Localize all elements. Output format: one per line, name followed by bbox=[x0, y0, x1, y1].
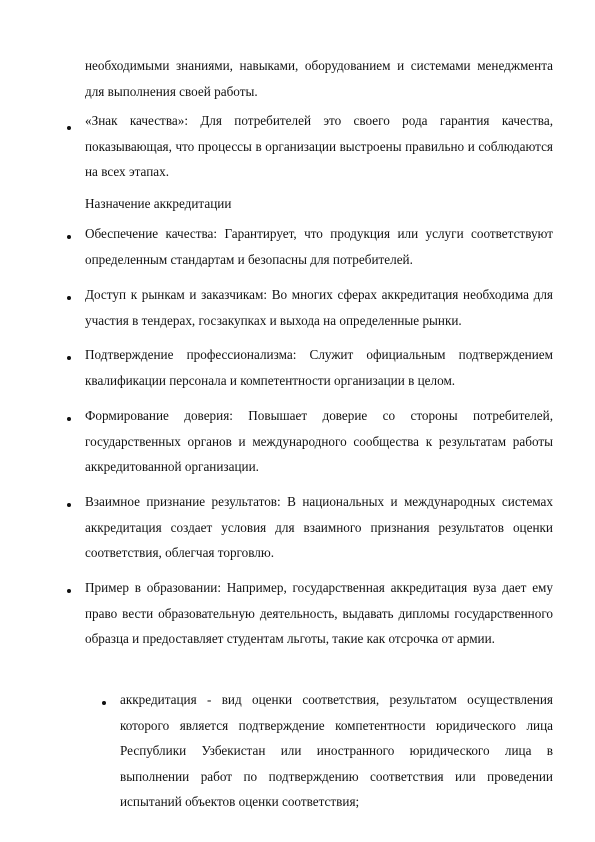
paragraph-professionalism: Подтверждение профессионализма: Служит официальным подтверждением квалификации персонала и компетентности организации в целом. bbox=[85, 347, 553, 388]
bullet-icon bbox=[102, 701, 106, 705]
paragraph-market-access: Доступ к рынкам и заказчикам: Во многих сферах аккредитация необходима для участия в тендерах, госзакупках и выхода на определенные рынки. bbox=[85, 287, 553, 328]
paragraph-trust: Формирование доверия: Повышает доверие со стороны потребителей, государственных органов и международного сообщества к результатам работы аккредитованной организации. bbox=[85, 408, 553, 475]
paragraph-mutual-recognition: Взаимное признание результатов: В национальных и международных системах аккредитация создает условия для взаимного признания результатов оценки соответствия, облегчая торговлю. bbox=[85, 494, 553, 561]
paragraph-accreditation-definition: аккредитация - вид оценки соответствия, результатом осуществления которого является подтверждение компетентности юридического лица Республики Узбекистан или иностранного юридического лица в выполнении работ по подтверждению соответствия или проведении испытаний объектов оценки соответствия; bbox=[120, 692, 553, 810]
bullet-icon bbox=[67, 296, 71, 300]
bullet-icon bbox=[67, 417, 71, 421]
paragraph-intro-continuation: необходимыми знаниями, навыками, оборудованием и системами менеджмента для выполнения своей работы. bbox=[85, 58, 553, 99]
bullet-icon bbox=[67, 356, 71, 360]
bullet-icon bbox=[67, 589, 71, 593]
bullet-icon bbox=[67, 126, 71, 130]
bullet-icon bbox=[67, 235, 71, 239]
section-heading-purpose: Назначение аккредитации bbox=[85, 196, 232, 211]
paragraph-quality-assurance: Обеспечение качества: Гарантирует, что продукция или услуги соответствуют определенным стандартам и безопасны для потребителей. bbox=[85, 226, 553, 267]
paragraph-education-example: Пример в образовании: Например, государственная аккредитация вуза дает ему право вести образовательную деятельность, выдавать дипломы государственного образца и предоставляет студентам льготы, такие как отсрочка от армии. bbox=[85, 580, 553, 647]
bullet-icon bbox=[67, 503, 71, 507]
paragraph-quality-mark: «Знак качества»: Для потребителей это своего рода гарантия качества, показывающая, что процессы в организации выстроены правильно и соблюдаются на всех этапах. bbox=[85, 113, 553, 180]
